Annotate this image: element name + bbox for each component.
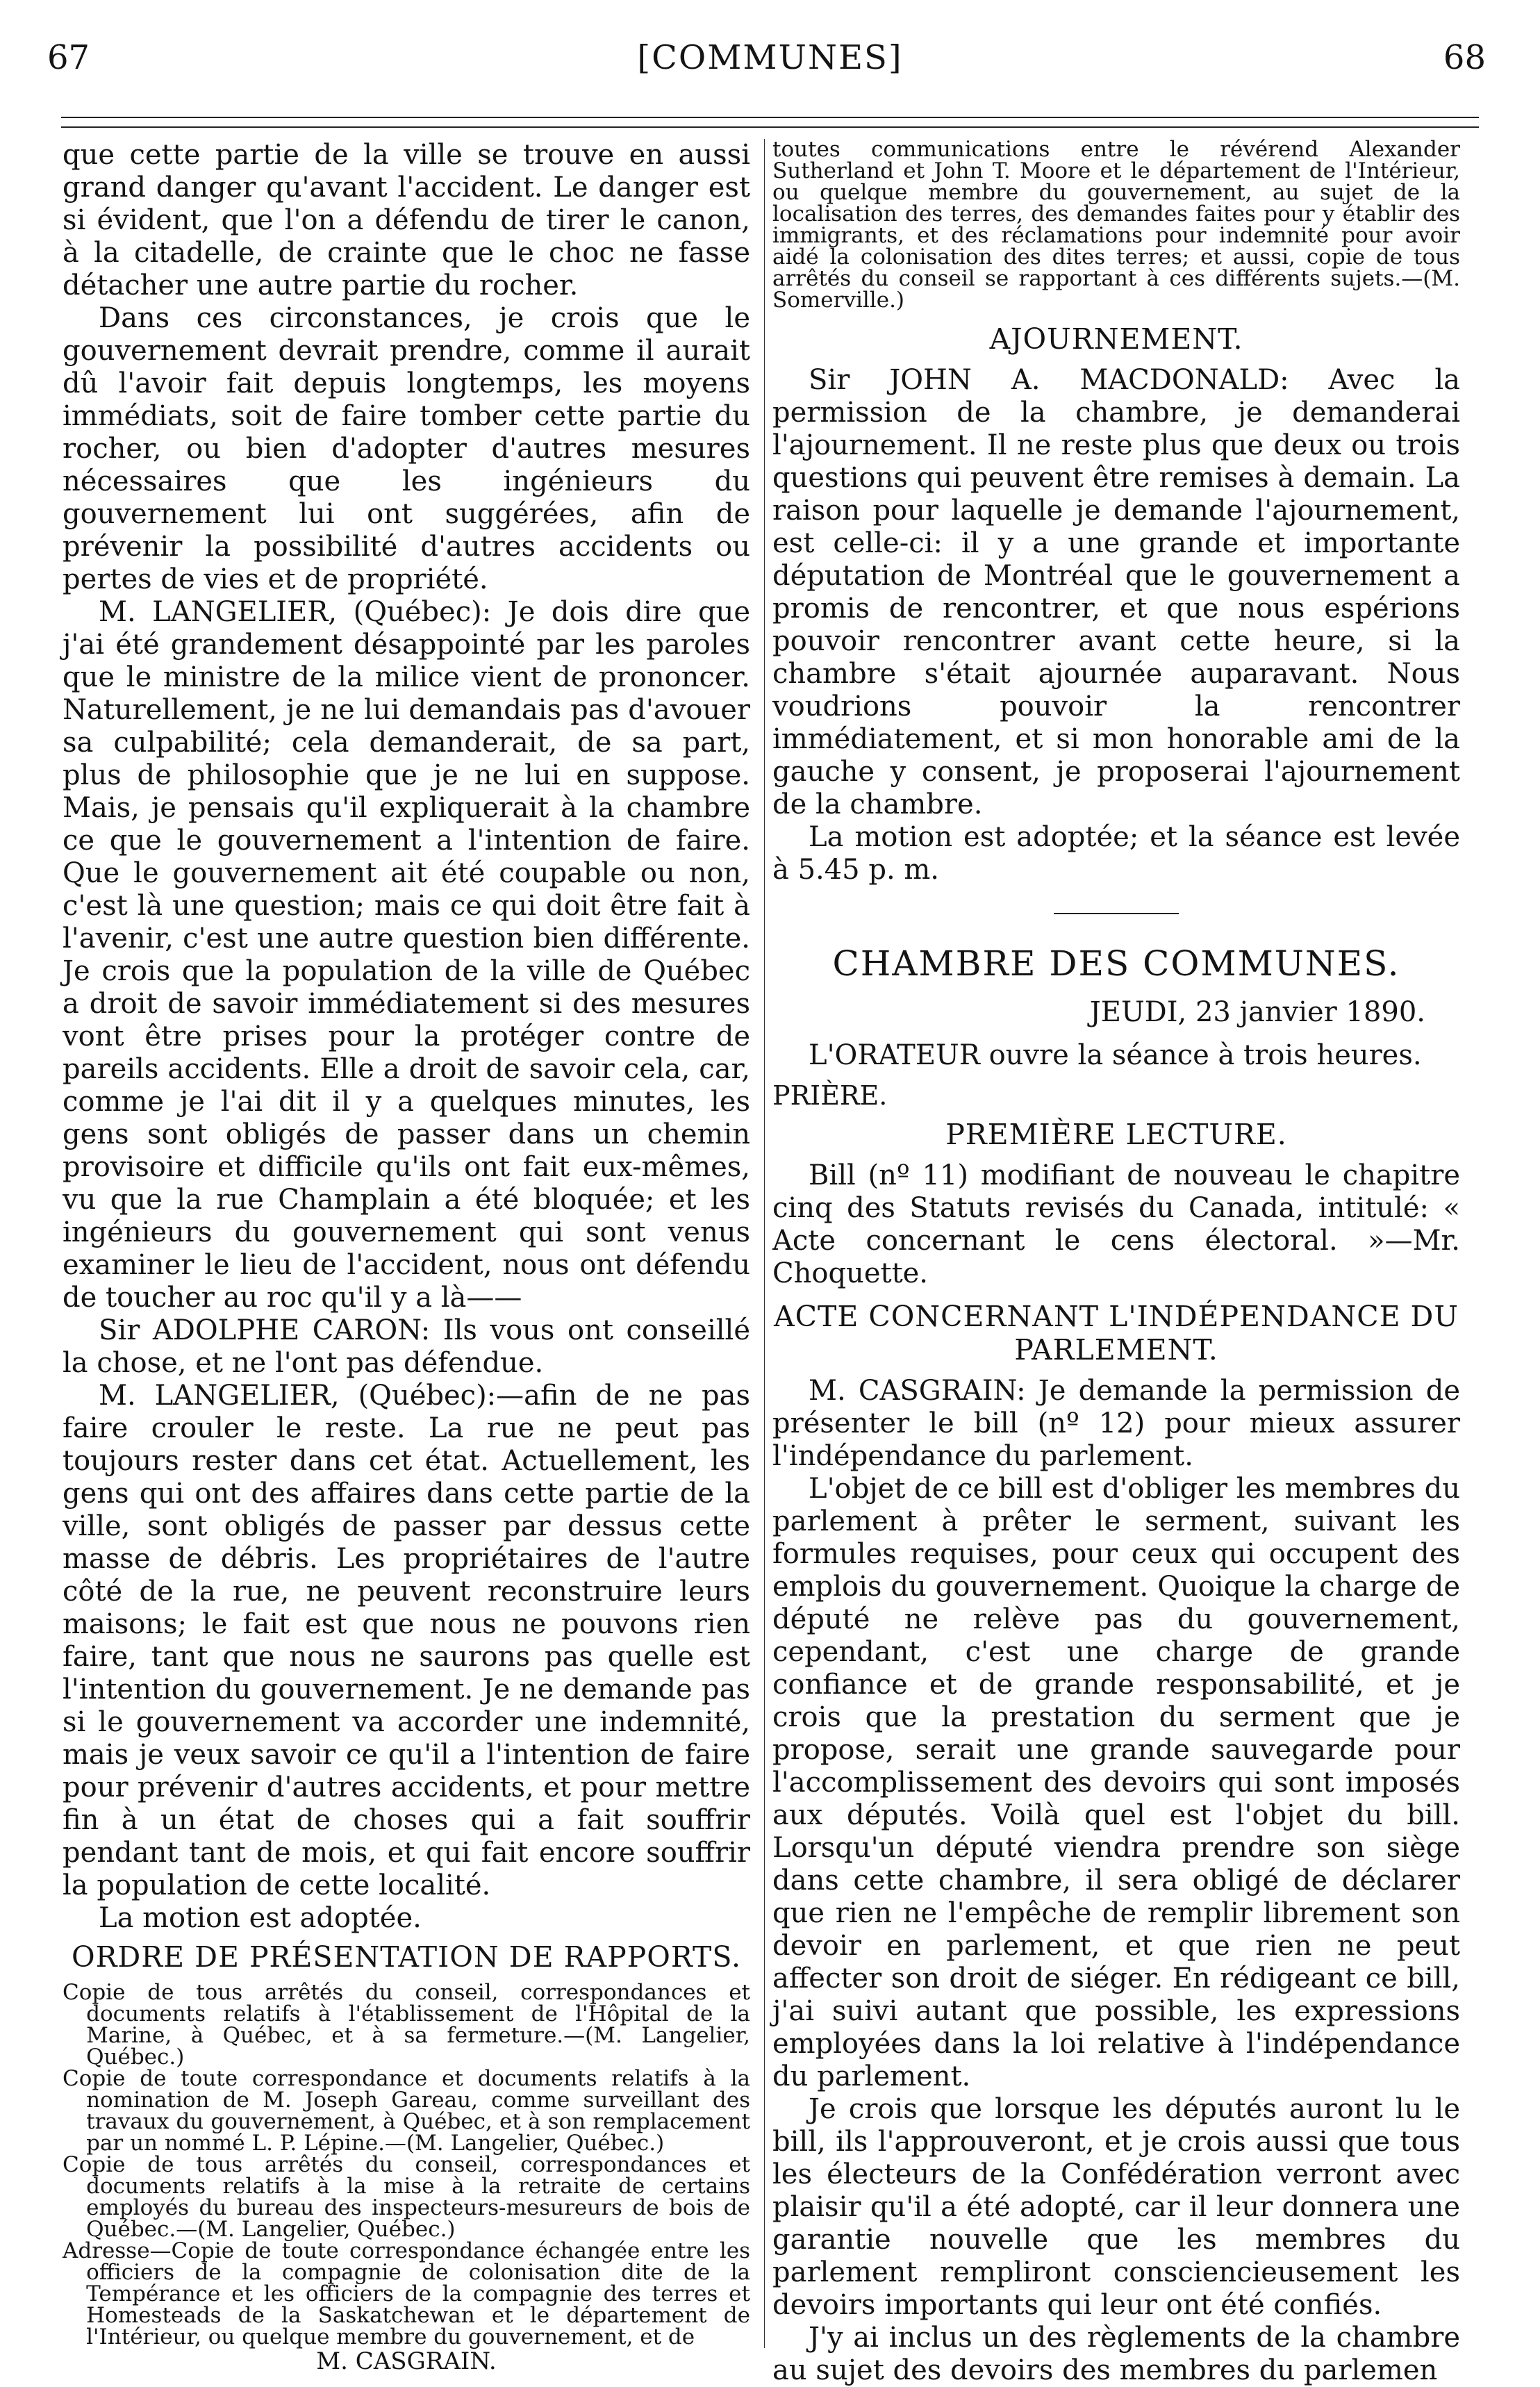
header-rule-top — [61, 117, 1479, 118]
report-entry-continuation: toutes communications entre le révérend Alexander Sutherland et John T. Moore et le département de l'Intérieur, ou quelque membre du gouvernement, au sujet de la localisation des terres, des demandes faites pour y établir des immigrants, et des réclamations pour indemnité pour avoir aidé la colonisation des dites terres; et aussi, copie de tous arrêtés du conseil se rapportant à ces différents sujets.—(M. Somerville.) — [772, 137, 1460, 313]
casgrain-speech-1: L'objet de ce bill est d'obliger les membres du parlement à prêter le serment, suivant les formules requises, pour ceux qui occupent des emplois du gouvernement. Quoique la charge de député ne relève pas du gouvernement, cependant, c'est une charge de grande confiance et de grande responsabilité, et je crois que la prestation du serment que je propose, serait une grande sauvegarde pour l'accomplissement des devoirs qui sont imposés aux députés. Voilà quel est l'objet du bill. Lorsqu'un député viendra prendre son siège dans cette chambre, il sera obligé de déclarer que rien ne l'empêche de remplir librement son devoir en parlement, et que rien ne peut affecter son droit de siéger. En rédigeant ce bill, j'ai suivi autant que possible, les expressions employées dans la loi relative à l'indépendance du parlement. — [772, 1473, 1460, 2092]
page-header — [28, 38, 1512, 80]
langelier-speech-1: M. LANGELIER, (Québec): Je dois dire que j'ai été grandement désappointé par les paroles que le ministre de la milice vient de prononcer. Naturellement, je ne lui demandais pas d'avouer sa culpabilité; cela demanderait, de sa part, plus de philosophie que je ne lui en suppose. Mais, je pensais qu'il expliquerait à la chambre ce que le gouvernement a l'intention de faire. Que le gouvernement ait été coupable ou non, c'est là une question; mais ce qui doit être fait à l'avenir, c'est une autre question bien différente. Je crois que la population de la ville de Québec a droit de savoir immédiatement si des mesures vont être prises pour la protéger contre de pareils accidents. Elle a droit de savoir cela, car, comme je l'ai dit il y a quelques minutes, les gens sont obligés de passer dans un chemin provisoire et difficile qu'ils ont fait eux-mêmes, vu que la rue Champlain a été bloquée; et les ingénieurs du gouvernement qui sont venus examiner le lieu de l'accident, nous ont défendu de toucher au roc qu'il y a là—— — [63, 596, 750, 1314]
casgrain-speech-3: J'y ai inclus un des règlements de la chambre au sujet des devoirs des membres du parlemen — [772, 2322, 1460, 2386]
bill-11-entry: Bill (nº 11) modifiant de nouveau le chapitre cinq des Statuts revisés du Canada, intitulé: « Acte concernant le cens électoral. »—Mr. Choquette. — [772, 1159, 1460, 1289]
section-heading-rapports: ORDRE DE PRÉSENTATION DE RAPPORTS. — [71, 1940, 742, 1974]
macdonald-speech: Sir JOHN A. MACDONALD: Avec la permission de la chambre, je demanderai l'ajournement. Il ne reste plus que deux ou trois questions qui peuvent être remises à demain. La raison pour laquelle je demande l'ajournement, est celle-ci: il y a une grande et importante députation de Montréal que le gouvernement a promis de rencontrer, et que nous espérions pouvoir rencontrer avant cette heure, si la chambre s'était ajournée auparavant. Nous voudrions pouvoir la rencontrer immédiatement, et si mon honorable ami de la gauche y consent, je proposerai l'ajournement de la chambre. — [772, 364, 1460, 820]
report-signature: M. CASGRAIN. — [316, 2347, 497, 2375]
speaker-opens: L'ORATEUR ouvre la séance à trois heures. — [809, 1039, 1422, 1071]
section-heading-premiere-lecture: PREMIÈRE LECTURE. — [945, 1118, 1287, 1151]
report-entry-3: Copie de tous arrêtés du conseil, correspondances et documents relatifs à la mise à la retraite de certains employés du bureau des inspecteurs-mesureurs de bois de Québec.—(M. Langelier, Québec.) — [63, 2152, 750, 2242]
section-heading-independance: ACTE CONCERNANT L'INDÉPENDANCE DU PARLEMENT. — [774, 1300, 1459, 1366]
left-paragraph-1: que cette partie de la ville se trouve en aussi grand danger qu'avant l'accident. Le danger est si évident, que l'on a défendu de tirer le canon, à la citadelle, de crainte que le choc ne fasse détacher une autre partie du rocher. — [63, 139, 750, 302]
header-rule-bottom — [61, 126, 1479, 128]
casgrain-motion: M. CASGRAIN: Je demande la permission de présenter le bill (nº 12) pour mieux assurer l'indépendance du parlement. — [772, 1375, 1460, 1472]
caron-remark: Sir ADOLPHE CARON: Ils vous ont conseillé la chose, et ne l'ont pas défendue. — [63, 1314, 750, 1379]
left-column — [63, 139, 750, 2375]
motion-adopted-left: La motion est adoptée. — [99, 1902, 422, 1934]
priere-label: PRIÈRE. — [772, 1080, 888, 1111]
running-title: [COMMUNES] — [637, 38, 903, 77]
motion-adopted-right: La motion est adoptée; et la séance est levée à 5.45 p. m. — [772, 821, 1460, 886]
report-entry-1: Copie de tous arrêtés du conseil, correspondances et documents relatifs à l'établissement de l'Hôpital de la Marine, à Québec, et à sa fermeture.—(M. Langelier, Québec.) — [63, 1980, 750, 2070]
left-paragraph-2: Dans ces circonstances, je crois que le gouvernement devrait prendre, comme il aurait dû l'avoir fait depuis longtemps, les moyens immédiats, soit de faire tomber cette partie du rocher, ou bien d'adopter d'autres mesures nécessaires que les ingénieurs du gouvernement lui ont suggérées, afin de prévenir la possibilité d'autres accidents ou pertes de vies et de propriété. — [63, 302, 750, 595]
langelier-speech-2: M. LANGELIER, (Québec):—afin de ne pas faire crouler le reste. La rue ne peut pas toujours rester dans cet état. Actuellement, les gens qui ont des affaires dans cette partie de la ville, sont obligés de passer par dessus cette masse de débris. Les propriétaires de l'autre côté de la rue, ne peuvent reconstruire leurs maisons; le fait est que nous ne pouvons rien faire, tant que nous ne saurons pas quelle est l'intention du gouvernement. Je ne demande pas si le gouvernement va accorder une indemnité, mais je veux savoir ce qu'il a l'intention de faire pour prévenir d'autres accidents, et pour mettre fin à un état de choses qui a fait souffrir pendant tant de mois, et qui fait encore souffrir la population de cette localité. — [63, 1380, 750, 1901]
casgrain-speech-2: Je crois que lorsque les députés auront lu le bill, ils l'approuveront, et je crois aussi que tous les électeurs de la Confédération verront avec plaisir qu'il a été adopté, car il leur donnera une garantie nouvelle que les membres du parlement rempliront consciencieusement les devoirs importants qui leur ont été confiés. — [772, 2093, 1460, 2321]
section-separator — [1054, 913, 1179, 914]
right-column — [772, 137, 1460, 2386]
right-page-number: 68 — [1443, 38, 1486, 77]
report-entry-4: Adresse—Copie de toute correspondance échangée entre les officiers de la compagnie de colonisation dite de la Tempérance et les officiers de la compagnie des terres et Homesteads de la Saskatchewan et le département de l'Intérieur, ou quelque membre du gouvernement, et de — [63, 2238, 750, 2349]
section-heading-ajournement: AJOURNEMENT. — [989, 322, 1243, 356]
session-date: JEUDI, 23 janvier 1890. — [1089, 996, 1425, 1028]
left-page-number: 67 — [47, 38, 90, 77]
chamber-heading: CHAMBRE DES COMMUNES. — [832, 943, 1400, 984]
report-entry-2: Copie de toute correspondance et documents relatifs à la nomination de M. Joseph Gareau, comme surveillant des travaux du gouvernement, à Québec, et à son remplacement par un nommé L. P. Lépine.—(M. Langelier, Québec.) — [63, 2066, 750, 2156]
column-divider — [764, 139, 765, 2348]
